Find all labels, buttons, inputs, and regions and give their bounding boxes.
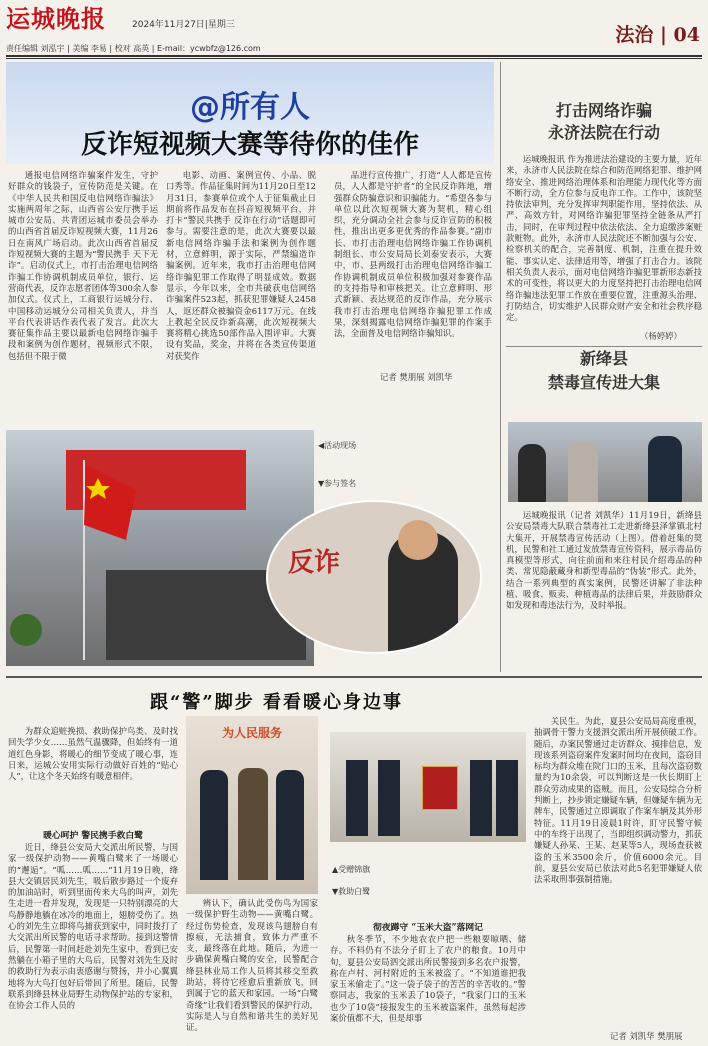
- lead-caption-2: ▼参与签名: [318, 479, 357, 488]
- bottom-photo-egret: [186, 716, 318, 894]
- side1-headline-line1: 打击网络诈骗: [555, 101, 652, 120]
- column-divider: [500, 62, 501, 672]
- tree-shrub: [10, 614, 42, 646]
- side2-headline-line2: 禁毒宣传进大集: [547, 373, 660, 392]
- person-head: [398, 520, 438, 560]
- person-2: [568, 442, 598, 502]
- officer-5: [470, 760, 492, 836]
- bottom-caption-2: ▼救助白鹭: [332, 887, 371, 896]
- side1-byline: （杨婷婷）: [640, 331, 682, 341]
- bottom-column-2: 辨认下，确认此受伤鸟为国家一级保护野生动物——黄嘴白鹭。经过伤势检查，发现该鸟翅膀自有擦痕，无法捕食，致体力严重不支，最终落在此地。随后，为进一步确保黄嘴白鹭的安全，民警配合绛县林业局工作人员将其移交至救助站，将待它痊愈后重新放飞，回到属于它的蓝天和家园。一场“白鹭奇缘”让我们看到警民的保护行动，实际是人与自然和谐共生的美好见证。: [186, 898, 318, 1033]
- bottom-subhead-2: 彻夜蹲守 “玉米大盗”落网记: [373, 923, 483, 933]
- bottom-section-rule: [6, 676, 702, 678]
- lead-column-1: 通报电信网络诈骗案件发生，守护好群众的钱袋子，宣传防范是关键。在《中华人民共和国反电信网络诈骗法》实施两周年之际，山西省公安厅携手运城市公安局、共青团运城市委员会举办的山西省首届反诈短视频大赛，11月26日在南风广场启动。此次山西省首届反诈短视频大赛的主题为“警民携手 天下无诈”。启动仪式上，市打击治理电信网络诈骗工作协调机制成员单位，银行、运营商代表，反诈志愿者团体等300余人参加仪式。仪式上，工商银行运城分行、中国移动运城分公司相关负责人，并当平台代表讲话作表代表了发言。此次大赛征集作品主要以最新电信网络诈骗手段和案例为创作题材，视频形式不限，包括但不限于微: [8, 170, 158, 361]
- side1-body: 运城晚报讯 作为推进法治建设的主要力量，近年来，永济市人民法院在综合和防范网络犯罪、维护网络安全、推进网络治理体系和治理能力现代化等方面不断行动，全方位参与反电诈工作。工作中，该院坚持依法审判，充分发挥审判职能作用，坚持依法、从严、高效方针，对网络诈骗犯罪坚持全链条从严打击，同时，在审判过程中依法依法、全力追缴涉案赃款赃物。此外，永济市人民法院还不断加强与公安、检察机关的配合，完善制度、机制，注重在提升效能、事实认定、法律适用等，增强了打击合力。该院相关负责人表示，面对电信网络诈骗犯罪新形态新技术的可变性，将以更大的力度坚持把打击治理电信网络诈骗违法犯罪工作放在重要位置，注重源头治理、打防结合，切实维护人民群众财产安全和社会秩序稳定。: [506, 154, 702, 323]
- police-officer: [648, 436, 682, 502]
- lead-byline: 记者 樊朋展 刘凯华: [380, 372, 453, 382]
- side1-headline-line2: 永济法院在行动: [547, 123, 660, 142]
- lead-kicker: @所有人: [190, 90, 310, 125]
- lead-caption-1: ◀活动现场: [318, 441, 357, 450]
- person-holding-bird: [238, 768, 268, 880]
- event-scene-illustration: [6, 430, 314, 666]
- officer-1: [200, 770, 228, 880]
- bottom-caption-1: ▲受赠锦旗: [332, 865, 371, 874]
- newspaper-logo: 运城晚报: [6, 4, 106, 33]
- bottom-column-1: 近日，绛县公安局大交派出所民警，与国家一级保护动物——黄嘴白鹭来了一场暖心的“邂逅”。“呱……呱……”11月19日晚，绛县大交镇居民刘先生，吸后散步路过一个废弃的加油站时，听到里面传来大鸟的叫声，刘先生走进一看并发现，发现是一只特别漂亮的大鸟静静地躺在冰冷的地面上，翅膀受伤了。热心的刘先生立即将鸟捕获到家中，同时拨打了大交派出所民警的电话寻求帮助。接到这警情后，民警第一时间赶赴刘先生家中，看到已安然躺在小箱子里的大鸟后，民警对刘先生及时的救助行为表示由衷感谢与赞扬，并小心翼翼地将为大鸟打包好后带回了所里。随后，民警联系到绛县林业局野生动物保护站的专家和，在协会工作人员的: [8, 842, 178, 1011]
- officer-3: [346, 760, 368, 836]
- header-rule: [6, 55, 702, 57]
- lead-column-2: 电影、动画、案例宣传、小品、脱口秀等。作品征集时间为11月20日至12月31日，参赛单位或个人于征集截止日期前将作品发布在抖音短视频平台，并打卡“警民共携手 反诈在行动”话题即可参与。需要注意的是，此次大赛要以最新电信网络诈骗手法和案例为创作题材，立意鲜明，源于实际，严禁编造诈骗案例。近年来，我市打击治理电信网络诈骗犯罪工作取得了明显成效。数据显示，今年以来，全市共破获电信网络诈骗案件523起，抓获犯罪嫌疑人2458人，返还群众被骗资金6117万元。在线上教起全民反诈新高潮，此次短视频大赛将精心挑选50部作品入围评审。大赛设有奖品，奖金，并将在各类宣传渠道对获奖作: [166, 170, 316, 361]
- officer-2: [276, 770, 304, 880]
- bottom-column-4: 关民生。为此，夏县公安局局高度重视，抽调骨干警力支援泗交派出所开展侦破工作。随后，办案民警通过走访群众、摸排信息，发现该系列盗窃案件发案时间均在夜间，盗窃目标均为群众堆在院门口的玉米，且每次盗窃数量约为10余袋，可以判断这是一伙长期盯上群众劳动成果的盗贼。而且，公安局综合分析判断上，抄步锁定嫌疑车辆，但嫌疑车辆为无牌车，民警通过立即调取了作案车辆及其外形特征。11月19日凌晨1时许，盯守民警守候中的车终于出现了，当即组织调动警力，抓获嫌疑人孙某、王某、赵某等5人，现场查获被盗的玉米3500余斤，价值6000余元。目前，夏县公安局已依法对此5名犯罪嫌疑人依法采取刑事强制措施。: [534, 716, 702, 885]
- section-label: 法治 | 04: [615, 24, 700, 46]
- bottom-byline: 记者 刘凯华 樊朋展: [610, 1031, 683, 1041]
- officer-6: [496, 760, 518, 836]
- lead-headline: 反诈短视频大赛等待你的佳作: [80, 130, 419, 160]
- issue-date: 2024年11月27日|星期三: [132, 20, 235, 30]
- bottom-headline: 跟“警”脚步 看看暖心身边事: [150, 692, 403, 713]
- wall-sign-text: 为人民服务: [222, 726, 283, 740]
- pennant-banner: [422, 766, 458, 810]
- bottom-photo-banner: [330, 732, 526, 842]
- side-divider: [506, 346, 702, 347]
- lead-photo-event: [6, 430, 314, 666]
- lead-photo-signing: [266, 500, 482, 654]
- signboard-text: 反诈: [288, 548, 341, 578]
- bottom-intro: 为群众追赃挽损、救助保护鸟类、及时找回失学少女……虽然气温骤降，但始终有一道道红色身影，将暖心的细节变成了暖心事，连日来，运城公安用实际行动做好百姓的“贴心人”，让这个冬天始终有暖意相伴。: [8, 726, 178, 782]
- officer-4: [378, 760, 400, 836]
- person-1: [518, 444, 546, 502]
- lead-column-3: 品进行宣传推广，打造“人人都是宣传员，人人都是守护者”的全民反诈阵地，增强群众防骗意识和识骗能力。“希望各参与单位以此次短视频大赛为契机，精心组织，充分调动全社会参与反诈宣防的积极性，推出出更多更优秀的作品参赛。”副市长、市打击治理电信网络诈骗工作协调机制组长、市公安局局长刘泰安表示，大赛中，市、县两级打击治理电信网络诈骗工作协调机制成员单位积极加强对参赛作品的支持指导和审核把关。让立意鲜明、形式新颖、表达规范的反诈作品，充分展示我市打击治理电信网络诈骗犯罪工作成果，深刻揭露电信网络诈骗犯罪的作案手法，全面普及电信网络诈骗知识。: [334, 170, 492, 339]
- side2-headline-line1: 新绛县: [579, 349, 628, 368]
- editor-credits: 责任编辑 刘泓宇 | 美编 李易 | 校对 高英 | E-mail：ycwbfz@126.com: [6, 44, 261, 53]
- header-rule-thin: [6, 58, 702, 59]
- bottom-column-3: 秋冬季节，不少地农农户把一些粮要晾晒、储存。不料仍有不法分子盯上了农户的粮食。10月中旬，夏县公安局泗交派出所民警接到多名农户报警，称在卢村、河村附近的玉米被盗了。“不知道谁把我家玉米偷走了。”这一袋子袋子的苦苦的辛苦收的。”警察同志，我家的玉米丢了10袋子，“我家门口的玉米也少了10袋”接报发生的玉米被盗案件，虽然每起涉案价值都不大，但是却事: [330, 934, 526, 1024]
- side2-body: 运城晚报讯（记者 刘凯华）11月19日，新绛县公安局禁毒大队联合禁毒社工走进新绛县泽掌镇北村大集开，开展禁毒宣传活动（上图）。借着赶集的契机，民警和社工通过发放禁毒宣传资料，展示毒品仿真模型等形式，向往前面和来往村民介绍毒品的种类、常见隐蔽藏身和新型毒品的“伪装”形式。此外，结合一系列典型的真实案例，民警还讲解了非法种植、吸食、贩卖、种植毒品的法律后果，并鼓励群众如发现和毒违法行为，及时举报。: [506, 510, 702, 611]
- side2-photo-market: [508, 422, 702, 502]
- bottom-subhead-1: 暖心呵护 警民携手救白鹭: [43, 831, 143, 841]
